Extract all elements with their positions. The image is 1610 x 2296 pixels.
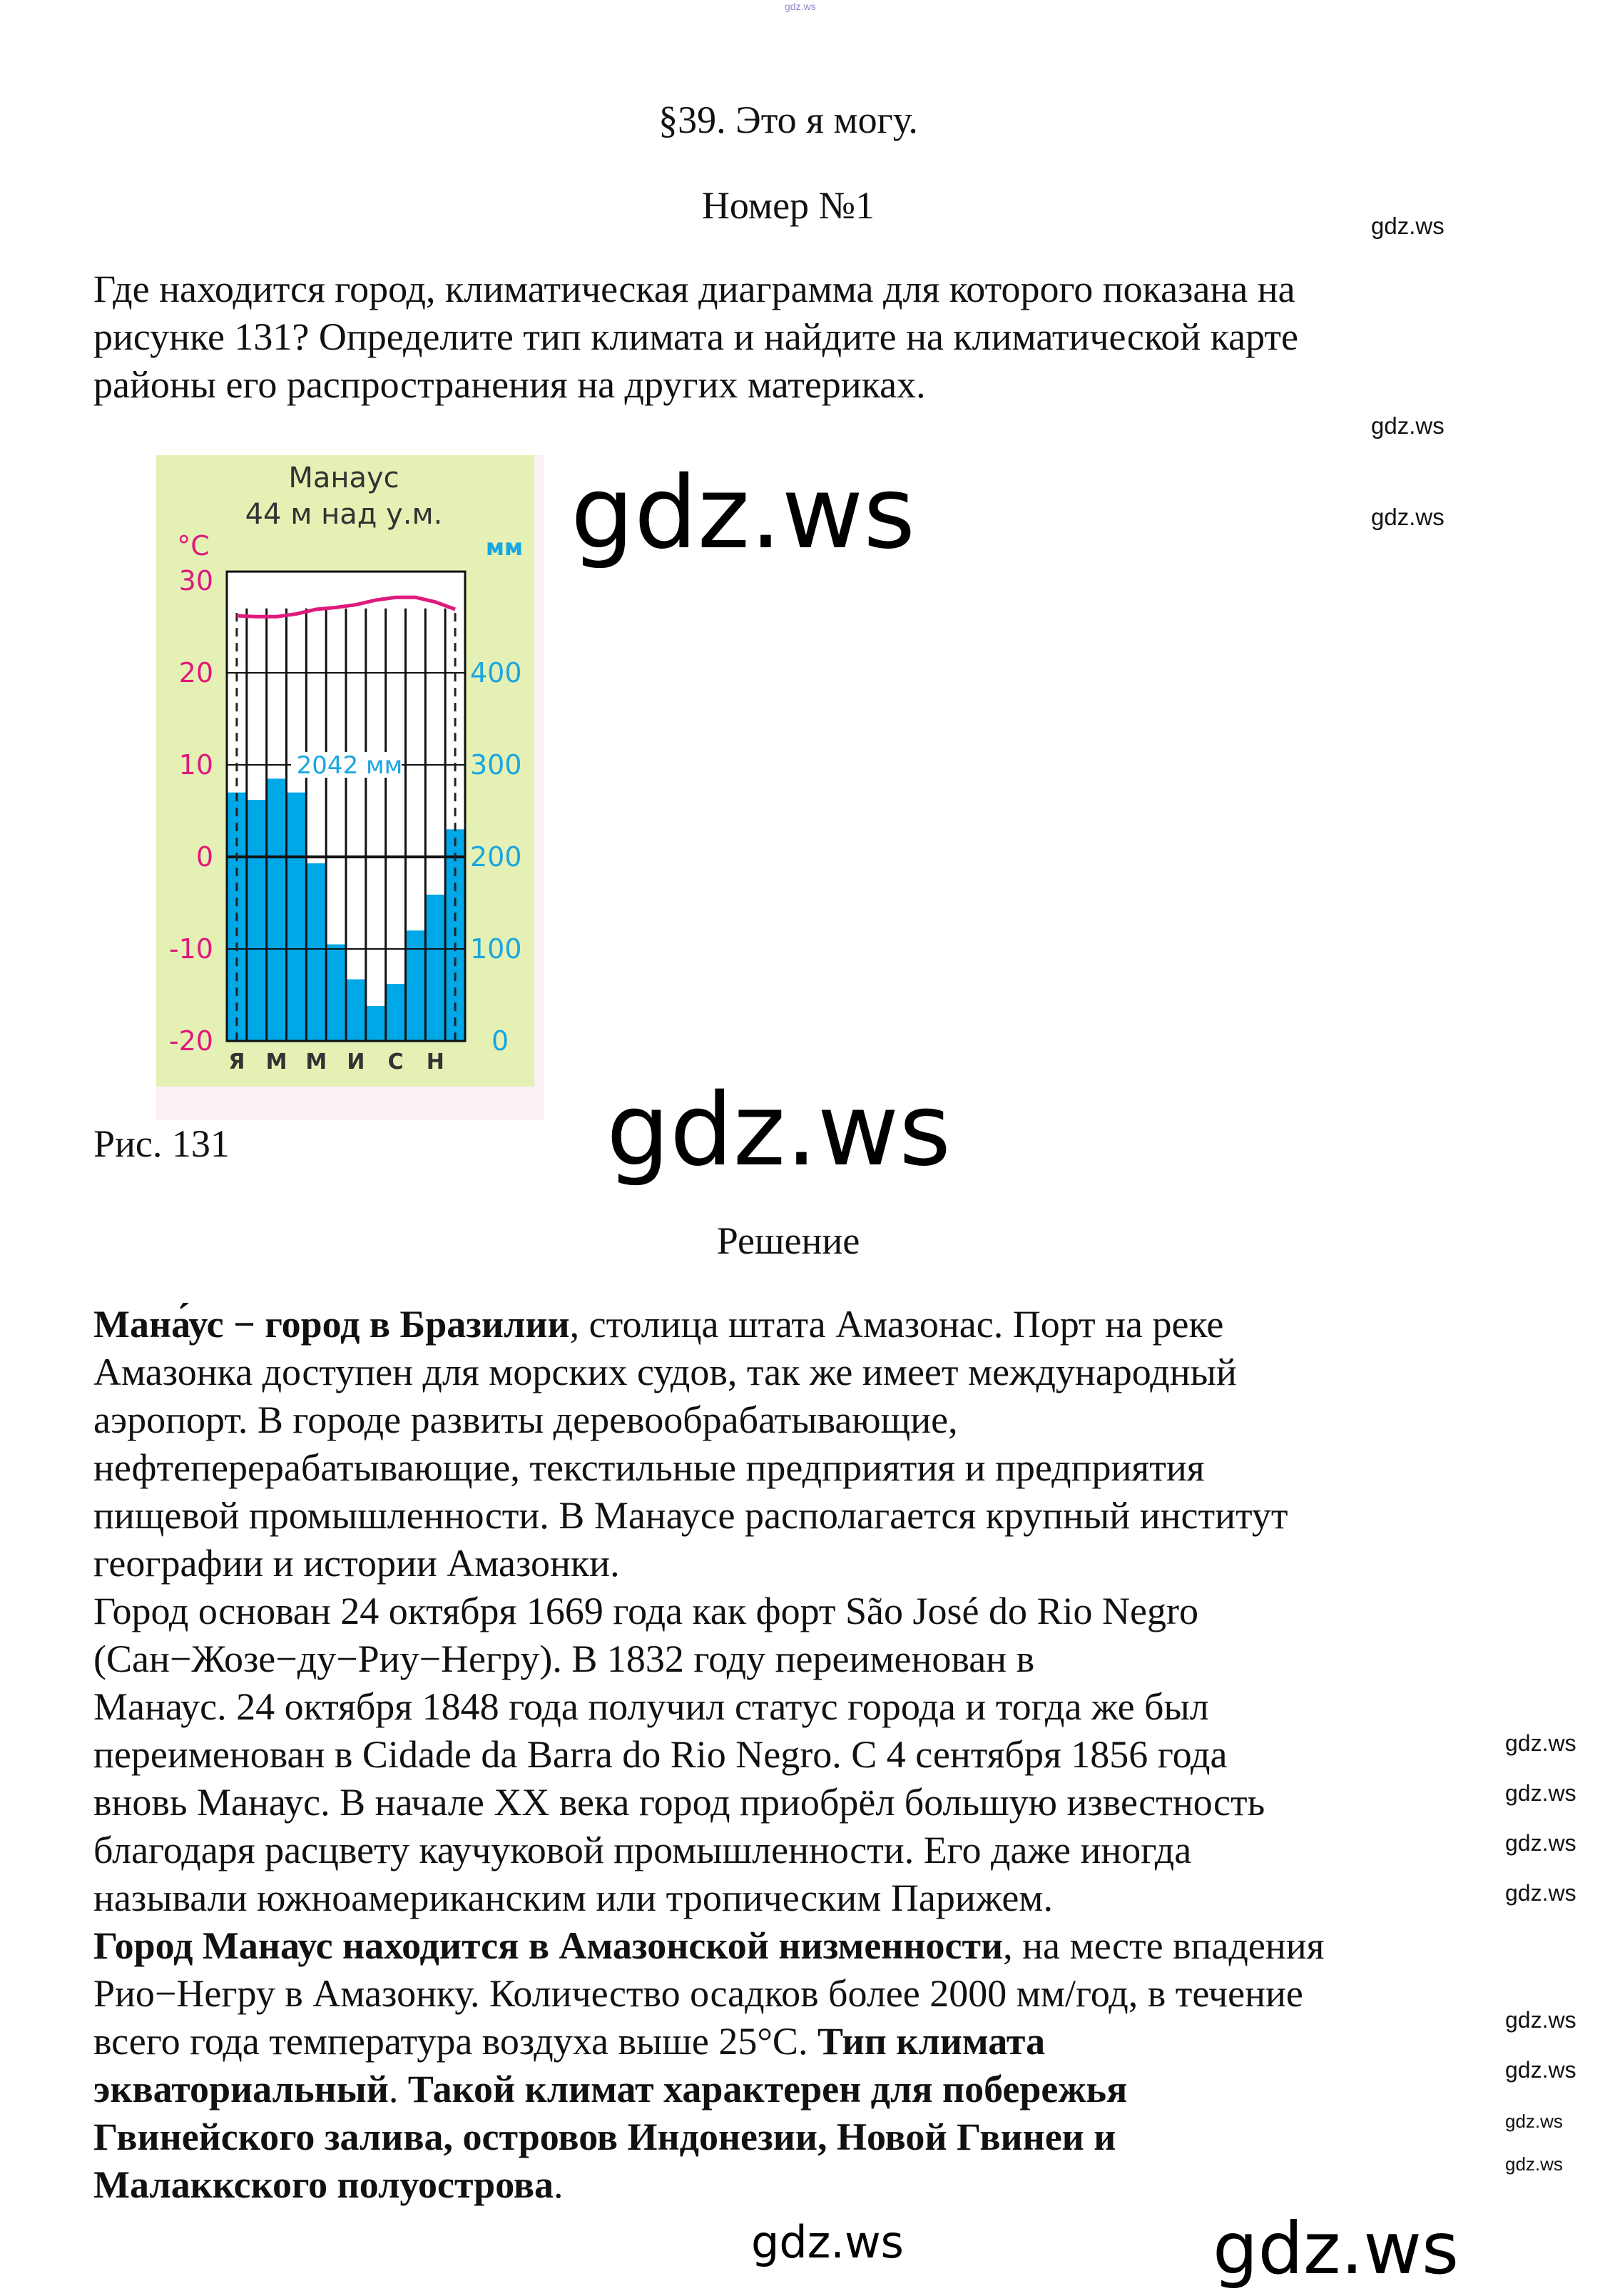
answer-text-segment: аэропорт. В городе развиты деревообрабатывающие,	[93, 1398, 958, 1441]
month-label: Н	[426, 1050, 444, 1075]
answer-line	[93, 2113, 1324, 2161]
answer-bold-text: Тип климата	[817, 2020, 1046, 2063]
answer-line	[93, 1492, 1324, 1540]
precip-bar	[247, 800, 267, 1041]
precip-tick-label: 0	[491, 1025, 509, 1057]
answer-line	[93, 1348, 1324, 1396]
answer-text-segment: Амазонка доступен для морских судов, так же имеет международный	[93, 1351, 1237, 1393]
answer-line	[93, 1827, 1324, 1874]
answer-text-segment: Манаус. 24 октября 1848 года получил статус города и тогда же был	[93, 1685, 1209, 1728]
answer-text-segment: .	[554, 2163, 564, 2206]
watermark: gdz.ws	[1505, 1730, 1576, 1756]
watermark: gdz.ws	[1505, 1880, 1576, 1906]
watermark: gdz.ws	[1371, 504, 1445, 530]
precip-bar	[386, 984, 406, 1041]
precip-bar	[306, 863, 326, 1041]
temp-tick-label: 10	[178, 749, 213, 781]
answer-line	[93, 1683, 1324, 1731]
temp-tick-label: 30	[178, 565, 213, 596]
watermark: gdz.ws	[1371, 412, 1445, 439]
answer-bold-text: Мана́ус − город в Бразилии	[93, 1303, 570, 1346]
answer-line	[93, 1635, 1324, 1683]
answer-text-segment: называли южноамериканским или тропическим Парижем.	[93, 1876, 1053, 1919]
answer-text-segment: , на месте впадения	[1003, 1924, 1325, 1967]
question-line: рисунке 131? Определите тип климата и найдите на климатической карте	[93, 315, 1298, 358]
answer-line	[93, 1301, 1324, 1348]
watermark: gdz.ws	[785, 1, 816, 12]
precip-bar	[287, 793, 307, 1041]
watermark: gdz.ws	[1505, 2057, 1576, 2083]
answer-line	[93, 1540, 1324, 1588]
answer-line	[93, 1970, 1324, 2018]
temp-tick-label: -10	[168, 933, 213, 965]
watermark: gdz.ws	[606, 1072, 952, 1189]
precip-axis-label: мм	[485, 534, 524, 561]
answer-line	[93, 1444, 1324, 1492]
watermark: gdz.ws	[751, 2216, 904, 2268]
month-label: М	[265, 1050, 287, 1075]
answer-text-segment: , столица штата Амазонас. Порт на реке	[569, 1303, 1224, 1346]
figure-caption: Рис. 131	[93, 1122, 230, 1165]
answer-line	[93, 2161, 1324, 2209]
answer-line	[93, 1922, 1324, 1970]
climate-diagram	[156, 455, 534, 1087]
precip-bar	[406, 930, 426, 1041]
answer-line	[93, 2066, 1324, 2113]
solution-heading: Решение	[716, 1219, 860, 1262]
chart-subtitle: 44 м над у.м.	[245, 498, 443, 531]
watermark: gdz.ws	[571, 455, 916, 572]
answer-bold-text: Такой климат характерен для побережья	[407, 2068, 1128, 2110]
precip-tick-label: 300	[470, 749, 522, 781]
month-label: М	[305, 1050, 327, 1075]
temp-axis-label: °С	[177, 530, 210, 562]
answer-text-segment: пищевой промышленности. В Манаусе располагается крупный институт	[93, 1494, 1288, 1537]
answer-text-segment: .	[388, 2068, 408, 2110]
watermark: gdz.ws	[1505, 1830, 1576, 1856]
precip-bar	[425, 895, 445, 1041]
question-text	[93, 265, 1298, 409]
answer-bold-text: Малаккского полуострова	[93, 2163, 554, 2206]
answer-text-segment: (Сан−Жозе−ду−Риу−Негру). В 1832 году переименован в	[93, 1637, 1035, 1680]
precip-tick-label: 100	[470, 933, 522, 965]
watermark: gdz.ws	[1505, 2007, 1576, 2033]
month-label: С	[387, 1050, 404, 1075]
answer-text-segment: Город основан 24 октября 1669 года как форт São José do Rio Negro	[93, 1590, 1198, 1632]
precip-bar	[267, 778, 287, 1041]
answer-line	[93, 1731, 1324, 1779]
chart-title: Манаус	[288, 462, 399, 494]
watermark: gdz.ws	[1505, 1780, 1576, 1806]
total-precip-label: 2042 мм	[296, 751, 403, 780]
answer-line	[93, 1396, 1324, 1444]
answer-text-segment: географии и истории Амазонки.	[93, 1542, 620, 1585]
watermark: gdz.ws	[1371, 213, 1445, 239]
answer-bold-text: экваториальный	[93, 2068, 389, 2110]
answer-text-segment: переименован в Cidade da Barra do Rio Negro. С 4 сентября 1856 года	[93, 1733, 1228, 1776]
watermark: gdz.ws	[1505, 2110, 1563, 2132]
temp-tick-label: 20	[178, 657, 213, 689]
answer-text-segment: всего года температура воздуха выше 25°С.	[93, 2020, 817, 2063]
precip-bar	[326, 945, 346, 1041]
month-label: Я	[228, 1050, 245, 1075]
answer-line	[93, 1779, 1324, 1827]
precip-tick-label: 400	[470, 657, 522, 689]
answer-text-segment: Рио−Негру в Амазонку. Количество осадков более 2000 мм/год, в течение	[93, 1972, 1303, 2015]
precip-bar	[366, 1006, 386, 1041]
answer-text-segment: вновь Манаус. В начале XX века город приобрёл большую известность	[93, 1781, 1265, 1824]
precip-bar	[346, 980, 366, 1041]
climate-chart-figure	[156, 455, 544, 1120]
answer-text-segment: благодаря расцвету каучуковой промышленности. Его даже иногда	[93, 1829, 1192, 1871]
watermark: gdz.ws	[1213, 2207, 1459, 2290]
page-title: §39. Это я могу.	[658, 98, 918, 141]
answer-text	[93, 1301, 1324, 2209]
precip-tick-label: 200	[470, 841, 522, 873]
answer-bold-text: Гвинейского залива, островов Индонезии, Новой Гвинеи и	[93, 2115, 1116, 2158]
answer-text-segment: нефтеперерабатывающие, текстильные предприятия и предприятия	[93, 1446, 1205, 1489]
month-label: И	[347, 1050, 365, 1075]
answer-line	[93, 1874, 1324, 1922]
answer-line	[93, 1588, 1324, 1635]
watermark: gdz.ws	[1505, 2153, 1563, 2175]
question-line: Где находится город, климатическая диаграмма для которого показана на	[93, 268, 1295, 310]
temp-tick-label: 0	[195, 841, 213, 873]
temp-tick-label: -20	[168, 1025, 213, 1057]
answer-bold-text: Город Манаус находится в Амазонской низменности	[93, 1924, 1004, 1967]
exercise-number: Номер №1	[701, 184, 875, 227]
question-line: районы его распространения на других материках.	[93, 363, 926, 406]
answer-line	[93, 2018, 1324, 2066]
